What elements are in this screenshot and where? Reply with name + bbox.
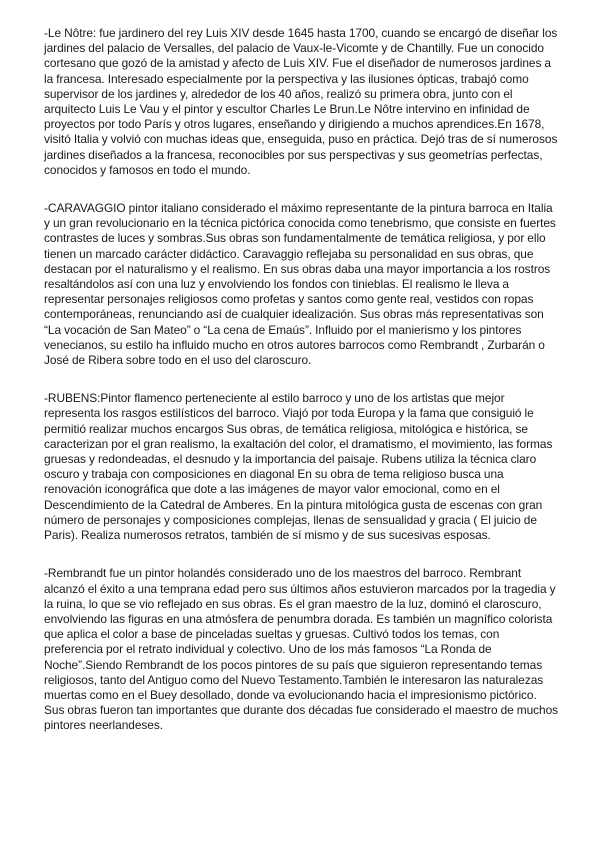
paragraph-rubens: -RUBENS:Pintor flamenco perteneciente al estilo barroco y uno de los artistas que mejor representa los rasgos estilísticos del barroco. Viajó por toda Europa y la fama que consiguió le permitió realizar muchos encargos Sus obras, de temática religiosa, mitológica e histórica, se caracterizan por el gran realismo, la exaltación del color, el dramatismo, el movimiento, las formas gruesas y redondeadas, el desnudo y la importancia del paisaje. Rubens utiliza la técnica claro oscuro y trabaja con composiciones en diagonal En su obra de tema religioso busca una renovación iconográfica que dote a las imágenes de mayor valor emocional, como en el Descendimiento de la Catedral de Amberes. En la pintura mitológica gusta de escenas con gran número de personajes y composiciones complejas, llenas de sensualidad y gracia ( El juicio de Paris). Realiza numerosos retratos, también de sí mismo y de sus sucesivas esposas. [44,391,553,543]
paragraph-rembrandt: -Rembrandt fue un pintor holandés considerado uno de los maestros del barroco. Rembrant alcanzó el éxito a una temprana edad pero sus últimos años estuvieron marcados por la tragedia y la ruina, lo que se vio reflejado en sus obras. Es el gran maestro de la luz, dominó el claroscuro, envolviendo las figuras en una atmósfera de penumbra dorada. Es también un magnífico colorista que aplica el color a base de pinceladas sueltas y gruesas. Cultivó todos los temas, con preferencia por el retrato individual y colectivo. Uno de los más famosos “La Ronda de Noche”.Siendo Rembrandt de los pocos pintores de su país que siguieron representando temas religiosos, tanto del Antiguo como del Nuevo Testamento.También le interesaron las naturalezas muertas como en el Buey desollado, donde va evolucionando hacia el impresionismo pictórico. Sus obras fueron tan importantes que durante dos décadas fue considerado el maestro de muchos pintores neerlandeses. [44,566,559,733]
paragraph-caravaggio: -CARAVAGGIO pintor italiano considerado el máximo representante de la pintura barroca en Italia y un gran revolucionario en la técnica pictórica conocida como tenebrismo, que consiste en fuertes contrastes de luces y sombras.Sus obras son fundamentalmente de temática religiosa, y por ello tienen un marcado carácter didáctico. Caravaggio reflejaba su personalidad en sus obras, que destacan por el naturalismo y el realismo. En sus obras daba una mayor importancia a los rostros resaltándolos así con una luz y envolviendo los fondos con tinieblas. El realismo le lleva a representar personajes religiosos como profetas y santos como gente real, vestidos con ropas contemporáneas, renunciando así de cualquier idealización. Sus obras más representativas son “La vocación de San Mateo” o “La cena de Emaús”. Influido por el manierismo y los pintores venecianos, su estilo ha influido mucho en otros autores barrocos como Rembrandt , Zurbarán o José de Ribera sobre todo en el uso del claroscuro. [44,201,556,368]
document-body [44,26,560,757]
paragraph-le-notre: -Le Nôtre: fue jardinero del rey Luis XIV desde 1645 hasta 1700, cuando se encargó de diseñar los jardines del palacio de Versalles, del palacio de Vaux-le-Vicomte y de Chantilly. Fue un conocido cortesano que gozó de la amistad y afecto de Luis XIV. Fue el diseñador de numerosos jardines a la francesa. Interesado especialmente por la perspectiva y las ilusiones ópticas, trabajó como supervisor de los jardines y, alrededor de los 40 años, realizó su primera obra, junto con el arquitecto Luis Le Vau y el pintor y escultor Charles Le Brun.Le Nôtre intervino en infinidad de proyectos por todo París y otros lugares, enseñando y dirigiendo a muchos aprendices.En 1678, visitó Italia y volvió con muchas ideas que, enseguida, puso en práctica. Dejó tras de sí numerosos jardines diseñados a la francesa, reconocibles por sus perspectivas y sus geometrías perfectas, conocidos y famosos en todo el mundo. [44,26,558,177]
